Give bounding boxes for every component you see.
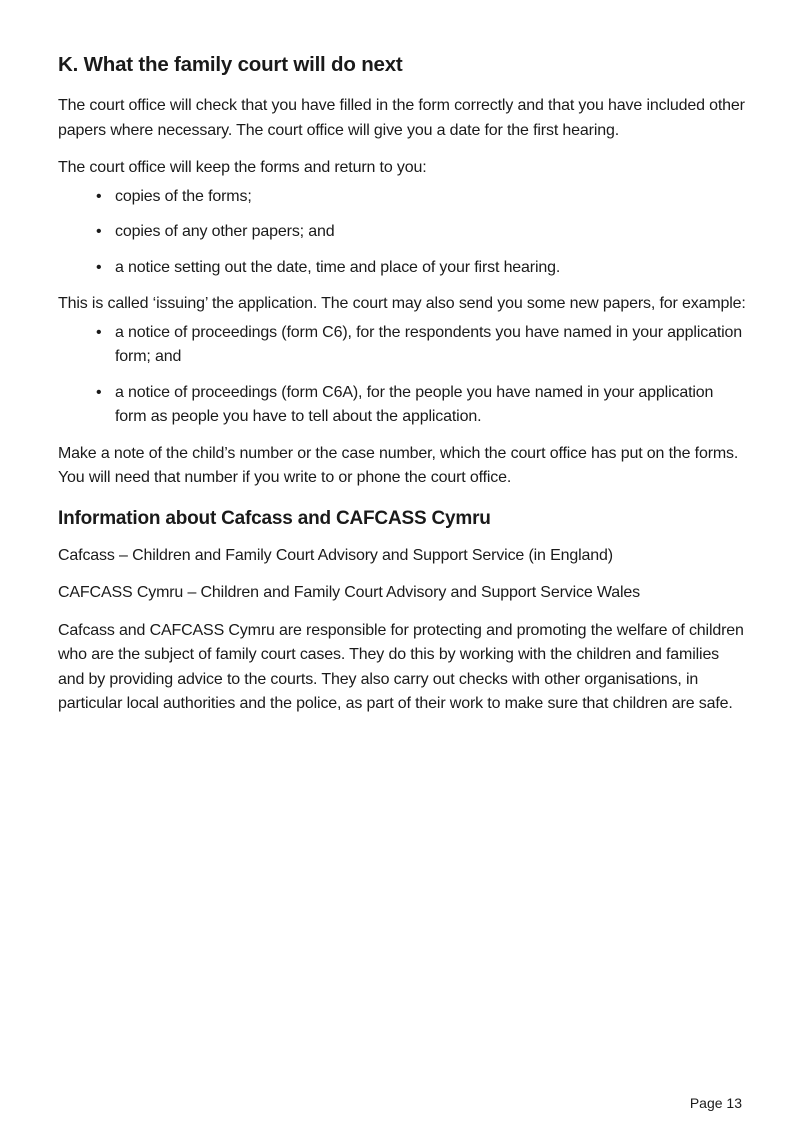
- bullet-icon: •: [96, 323, 102, 341]
- section-k-heading: K. What the family court will do next: [58, 53, 403, 76]
- cafcass-paragraph-1: Cafcass – Children and Family Court Advisory and Support Service (in England): [58, 546, 613, 564]
- list-item-text: a notice of proceedings (form C6), for the respondents you have named in your application form; and: [115, 323, 743, 365]
- cafcass-paragraph-3: Cafcass and CAFCASS Cymru are responsible for protecting and promoting the welfare of children who are the subject of family court cases. They do this by working with the children and families and by providing advice to the courts. They also carry out checks with other organisations, in particular local authorities and the police, as part of their work to make sure that children are safe.: [58, 621, 744, 712]
- list-item-text: a notice setting out the date, time and place of your first hearing.: [115, 258, 561, 276]
- list-item: [58, 256, 748, 281]
- document-page: [58, 50, 748, 730]
- cafcass-heading: Information about Cafcass and CAFCASS Cymru: [58, 507, 491, 529]
- bullet-icon: •: [96, 383, 102, 401]
- bullet-icon: •: [96, 187, 102, 205]
- list-item: [58, 185, 748, 210]
- bullet-icon: •: [96, 223, 102, 240]
- list-item: [58, 321, 748, 370]
- list-item-text: copies of the forms;: [115, 187, 252, 205]
- page-number: Page 13: [689, 1095, 742, 1111]
- new-papers-list: [58, 321, 748, 430]
- section-k-paragraph-2: The court office will keep the forms and return to you:: [58, 159, 427, 176]
- bullet-icon: •: [96, 258, 102, 276]
- section-k-paragraph-3: This is called ‘issuing’ the application. The court may also send you some new papers, for example:: [58, 295, 746, 312]
- list-item-text: copies of any other papers; and: [115, 223, 335, 240]
- list-item: [58, 220, 748, 245]
- section-k-paragraph-1: The court office will check that you have filled in the form correctly and that you have included other papers where necessary. The court office will give you a date for the first hearing.: [58, 97, 745, 139]
- section-k-paragraph-4: Make a note of the child’s number or the case number, which the court office has put on the forms. You will need that number if you write to or phone the court office.: [58, 444, 739, 486]
- list-item: [58, 381, 748, 430]
- cafcass-paragraph-2: CAFCASS Cymru – Children and Family Court Advisory and Support Service Wales: [58, 584, 641, 601]
- return-items-list: [58, 185, 748, 281]
- list-item-text: a notice of proceedings (form C6A), for the people you have named in your application form as people you have to tell about the application.: [115, 383, 714, 425]
